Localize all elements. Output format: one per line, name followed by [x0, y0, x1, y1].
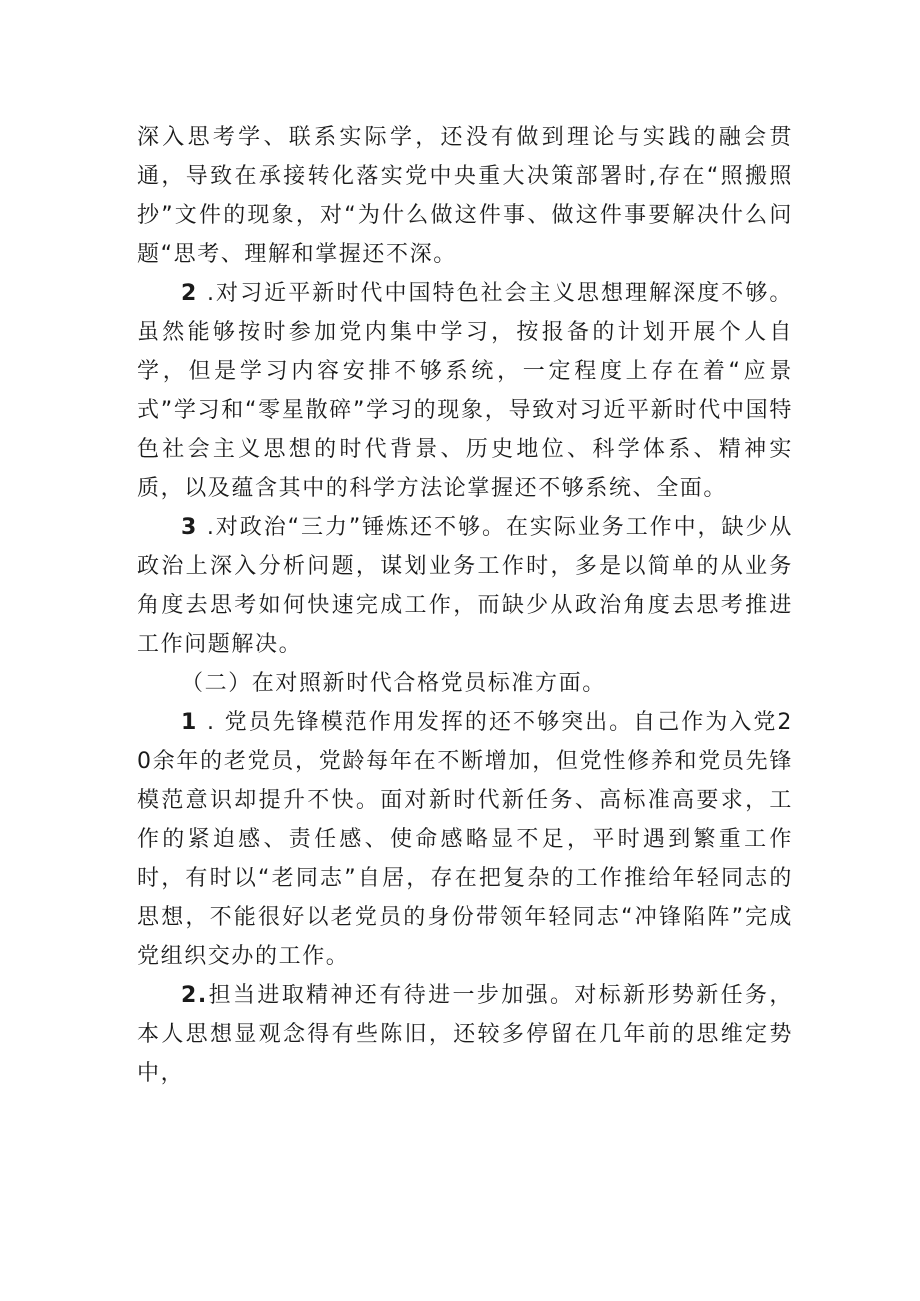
paragraph-text: .对习近平新时代中国特色社会主义思想理解深度不够。虽然能够按时参加党内集中学习，按报备的计划开展个人自学，但是学习内容安排不够系统，一定程度上存在着“应景式”学习和“零星散碎”学习的现象，导致对习近平新时代中国特色社会主义思想的时代背景、历史地位、科学体系、精神实质，以及蕴含其中的科学方法论掌握还不够系统、全面。 [137, 281, 793, 501]
paragraph-item-2b [137, 976, 793, 1093]
document-page [137, 118, 793, 1093]
paragraph-item-1 [137, 703, 793, 976]
item-number: 1 [181, 710, 198, 735]
item-number: 3 [181, 515, 198, 540]
section-heading-text: （二）在对照新时代合格党员标准方面。 [181, 671, 606, 696]
paragraph-text: 担当进取精神还有待进一步加强。对标新形势新任务，本人思想显观念得有些陈旧，还较多停留在几年前的思维定势中， [137, 983, 793, 1086]
paragraph-text: . 党员先锋模范作用发挥的还不够突出。自己作为入党20余年的老党员，党龄每年在不断增加，但党性修养和党员先锋模范意识却提升不快。面对新时代新任务、高标准高要求，工作的紧迫感、责任感、使命感略显不足，平时遇到繁重工作时，有时以“老同志”自居，存在把复杂的工作推给年轻同志的思想，不能很好以老党员的身份带领年轻同志“冲锋陷阵”完成党组织交办的工作。 [137, 710, 793, 969]
item-number: 2. [181, 983, 208, 1008]
paragraph-text: 深入思考学、联系实际学，还没有做到理论与实践的融会贯通，导致在承接转化落实党中央重大决策部署时,存在“照搬照抄”文件的现象，对“为什么做这件事、做这件事要解决什么问题“思考、理解和掌握还不深。 [137, 125, 793, 267]
paragraph-text: .对政治“三力”锤炼还不够。在实际业务工作中，缺少从政治上深入分析问题，谋划业务工作时，多是以简单的从业务角度去思考如何快速完成工作，而缺少从政治角度去思考推进工作问题解决。 [137, 515, 793, 657]
paragraph-continuation [137, 118, 793, 274]
paragraph-item-2 [137, 274, 793, 508]
item-number: 2 [181, 281, 198, 306]
paragraph-item-3 [137, 508, 793, 664]
section-heading [137, 664, 793, 703]
